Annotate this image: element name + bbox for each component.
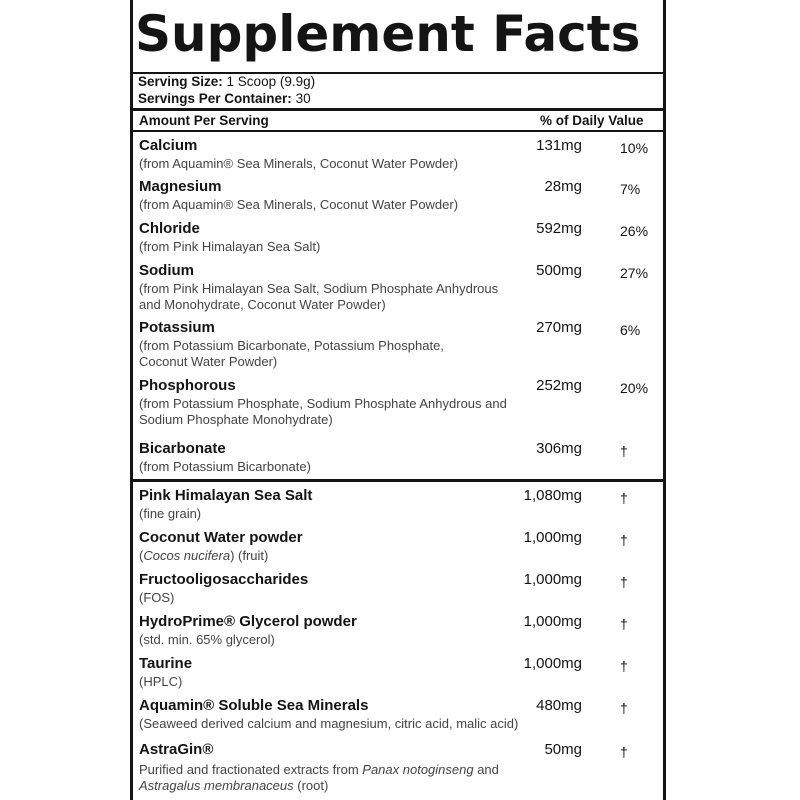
nutrient-amount: 252mg: [536, 377, 582, 394]
nutrient-name: Bicarbonate: [139, 440, 226, 457]
ingredient-name: AstraGin®: [139, 741, 214, 758]
nutrient-name: Calcium: [139, 137, 198, 154]
amount-per-serving-header: Amount Per Serving: [139, 113, 269, 128]
latin-name: Astragalus membranaceus: [139, 778, 294, 793]
daily-value-header: % of Daily Value: [540, 113, 644, 128]
nutrient-source: (from Aquamin® Sea Minerals, Coconut Water Powder): [139, 156, 459, 171]
servings-per-container: [138, 91, 311, 107]
ingredient-amount: 1,000mg: [523, 529, 582, 546]
detail-text: (: [139, 548, 144, 563]
nutrient-source: (from Pink Himalayan Sea Salt, Sodium Phosphate Anhydrous and Monohydrate, Coconut Water Powder): [139, 281, 499, 312]
detail-text: ) (fruit): [230, 548, 269, 563]
ingredient-name: Coconut Water powder: [139, 529, 303, 546]
dagger-mark: †: [620, 700, 628, 716]
ingredient-detail: (FOS): [139, 590, 175, 605]
nutrient-amount: 592mg: [536, 220, 582, 237]
nutrient-daily-value: 26%: [620, 223, 649, 239]
latin-name: Panax notoginseng: [362, 762, 474, 777]
dagger-mark: †: [620, 532, 628, 548]
serving-size: [138, 74, 315, 90]
nutrient-source: (from Potassium Bicarbonate, Potassium Phosphate, Coconut Water Powder): [139, 338, 444, 369]
detail-text: (root): [293, 778, 329, 793]
serving-size-value: 1 Scoop (9.9g): [226, 74, 316, 89]
ingredient-detail: [139, 548, 519, 564]
nutrient-amount: 28mg: [544, 178, 582, 195]
ingredient-amount: 1,000mg: [523, 571, 582, 588]
ingredient-detail: (HPLC): [139, 674, 183, 689]
thick-divider-top: [131, 108, 665, 111]
nutrient-source: (from Potassium Bicarbonate): [139, 459, 311, 474]
ingredient-amount: 480mg: [536, 697, 582, 714]
dagger-mark: †: [620, 616, 628, 632]
ingredient-name: Fructooligosaccharides: [139, 571, 309, 588]
ingredient-detail: (std. min. 65% glycerol): [139, 632, 275, 647]
label-title: Supplement Facts: [135, 5, 641, 63]
nutrient-name: Potassium: [139, 319, 215, 336]
ingredient-amount: 1,000mg: [523, 613, 582, 630]
nutrient-daily-value: 10%: [620, 140, 649, 156]
dagger-mark: †: [620, 490, 628, 506]
nutrient-name: Phosphorous: [139, 377, 236, 394]
ingredient-amount: 50mg: [544, 741, 582, 758]
nutrient-amount: 270mg: [536, 319, 582, 336]
nutrient-amount: 306mg: [536, 440, 582, 457]
header-divider: [131, 130, 665, 132]
latin-name: Cocos nucifera: [143, 548, 231, 563]
nutrient-amount: 131mg: [536, 137, 582, 154]
nutrient-name: Chloride: [139, 220, 200, 237]
dagger-mark: †: [620, 658, 628, 674]
ingredient-amount: 1,080mg: [523, 487, 582, 504]
detail-text: and: [473, 762, 499, 777]
dagger-mark: †: [620, 744, 628, 760]
detail-text: Purified and fractionated extracts from: [139, 762, 363, 777]
ingredient-name: Pink Himalayan Sea Salt: [139, 487, 313, 504]
nutrient-daily-value: 27%: [620, 265, 649, 281]
servings-per-container-label: Servings Per Container:: [138, 91, 292, 106]
nutrient-source: (from Aquamin® Sea Minerals, Coconut Water Powder): [139, 197, 459, 212]
nutrient-daily-value: †: [620, 443, 628, 459]
nutrient-amount: 500mg: [536, 262, 582, 279]
ingredient-detail: (Seaweed derived calcium and magnesium, citric acid, malic acid): [139, 716, 519, 731]
ingredient-name: HydroPrime® Glycerol powder: [139, 613, 357, 630]
nutrient-name: Magnesium: [139, 178, 222, 195]
ingredient-name: Taurine: [139, 655, 193, 672]
nutrient-daily-value: 6%: [620, 322, 641, 338]
ingredient-detail: (fine grain): [139, 506, 202, 521]
servings-per-container-value: 30: [295, 91, 311, 106]
nutrient-source: (from Potassium Phosphate, Sodium Phosphate Anhydrous and Sodium Phosphate Monohydrate): [139, 396, 507, 427]
serving-size-label: Serving Size:: [138, 74, 223, 89]
ingredient-amount: 1,000mg: [523, 655, 582, 672]
nutrient-source: (from Pink Himalayan Sea Salt): [139, 239, 321, 254]
nutrient-name: Sodium: [139, 262, 194, 279]
dagger-mark: †: [620, 574, 628, 590]
nutrient-daily-value: 7%: [620, 181, 641, 197]
nutrient-daily-value: 20%: [620, 380, 649, 396]
ingredient-detail: [139, 762, 529, 794]
ingredient-name: Aquamin® Soluble Sea Minerals: [139, 697, 369, 714]
thick-divider-middle: [131, 479, 665, 482]
